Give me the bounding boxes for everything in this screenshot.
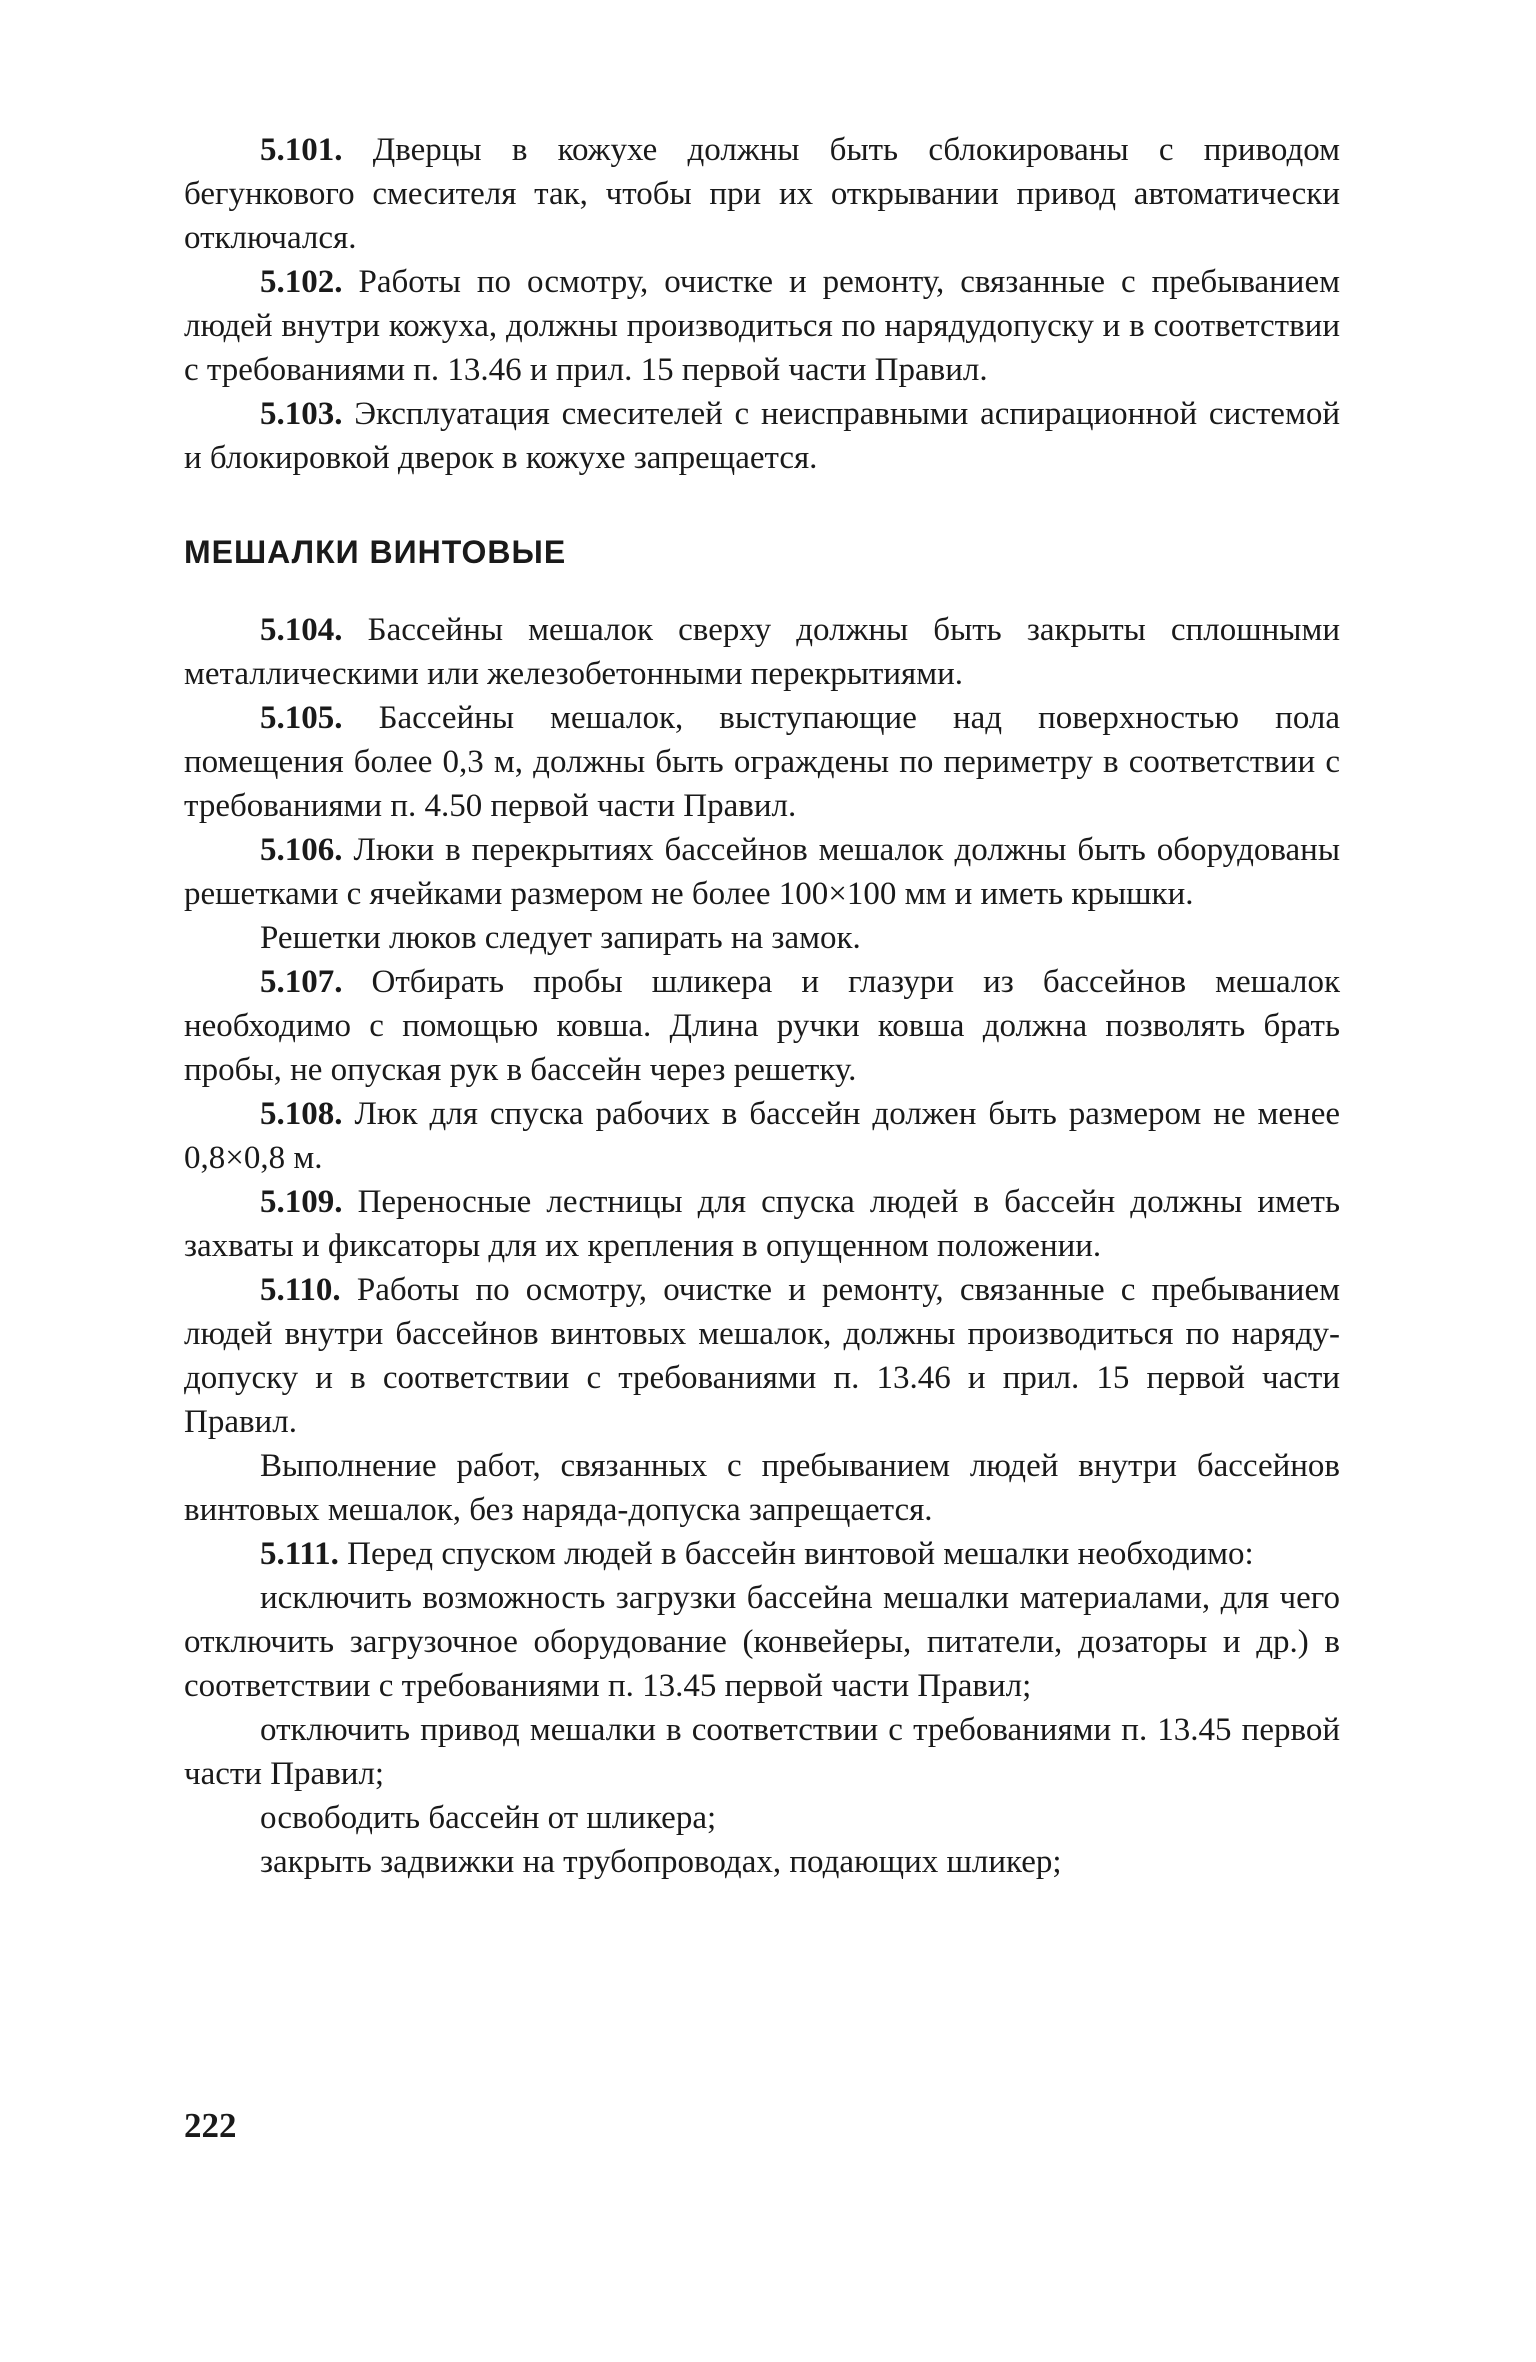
paragraph-text: Работы по осмотру, очистке и ремонту, связанные с пребыванием людей внутри кожуха, должны производиться по нарядудопуску и в соответствии с требованиями п. 13.46 и прил. 15 первой части Правил. — [184, 264, 1340, 388]
list-item: закрыть задвижки на трубопроводах, подающих шликер; — [260, 1844, 1062, 1880]
paragraph-5-103 — [184, 392, 1340, 480]
list-item: освободить бассейн от шликера; — [260, 1800, 717, 1836]
paragraph-number: 5.111. — [260, 1536, 339, 1572]
paragraph-text: Эксплуатация смесителей с неисправными аспирационной системой и блокировкой дверок в кожухе запрещается. — [184, 396, 1340, 476]
paragraph-number: 5.105. — [260, 700, 343, 736]
paragraph-5-106-note — [184, 916, 1340, 960]
paragraph-5-105 — [184, 696, 1340, 828]
paragraph-text: Бассейны мешалок сверху должны быть закрыты сплошными металлическими или железобетонными перекрытиями. — [184, 612, 1340, 692]
paragraph-number: 5.106. — [260, 832, 343, 868]
paragraph-5-110 — [184, 1268, 1340, 1444]
paragraph-number: 5.104. — [260, 612, 343, 648]
list-item: исключить возможность загрузки бассейна мешалки материалами, для чего отключить загрузочное оборудование (конвейеры, питатели, дозаторы и др.) в соответствии с требованиями п. 13.45 первой части Правил; — [184, 1580, 1340, 1704]
paragraph-5-102 — [184, 260, 1340, 392]
paragraph-number: 5.108. — [260, 1096, 343, 1132]
paragraph-text: Перед спуском людей в бассейн винтовой мешалки необходимо: — [338, 1536, 1254, 1572]
paragraph-number: 5.103. — [260, 396, 343, 432]
paragraph-text: Работы по осмотру, очистке и ремонту, связанные с пребыванием людей внутри бассейнов винтовых мешалок, должны производиться по наряду-допуску и в соответствии с требованиями п. 13.46 и прил. 15 первой части Правил. — [184, 1272, 1340, 1440]
paragraph-5-109 — [184, 1180, 1340, 1268]
paragraph-text: Дверцы в кожухе должны быть сблокированы с приводом бегункового смесителя так, чтобы при их открывании привод автоматически отключался. — [184, 132, 1340, 256]
paragraph-number: 5.102. — [260, 264, 343, 300]
paragraph-text: Люк для спуска рабочих в бассейн должен быть размером не менее 0,8×0,8 м. — [184, 1096, 1340, 1176]
paragraph-number: 5.110. — [260, 1272, 341, 1308]
paragraph-text: Выполнение работ, связанных с пребыванием людей внутри бассейнов винтовых мешалок, без наряда-допуска запрещается. — [184, 1448, 1340, 1528]
paragraph-text: Решетки люков следует запирать на замок. — [260, 920, 861, 956]
paragraph-5-106 — [184, 828, 1340, 916]
paragraph-5-110-note — [184, 1444, 1340, 1532]
paragraph-5-104 — [184, 608, 1340, 696]
paragraph-5-108 — [184, 1092, 1340, 1180]
paragraph-5-111 — [184, 1532, 1340, 1576]
document-page — [184, 128, 1340, 1884]
paragraph-text: Отбирать пробы шликера и глазури из бассейнов мешалок необходимо с помощью ковша. Длина ручки ковша должна позволять брать пробы, не опуская рук в бассейн через решетку. — [184, 964, 1340, 1088]
paragraph-text: Люки в перекрытиях бассейнов мешалок должны быть оборудованы решетками с ячейками размером не более 100×100 мм и иметь крышки. — [184, 832, 1340, 912]
page-number: 222 — [184, 2106, 237, 2145]
paragraph-number: 5.107. — [260, 964, 343, 1000]
paragraph-5-107 — [184, 960, 1340, 1092]
paragraph-text: Бассейны мешалок, выступающие над поверхностью пола помещения более 0,3 м, должны быть ограждены по периметру в соответствии с требованиями п. 4.50 первой части Правил. — [184, 700, 1340, 824]
paragraph-text: Переносные лестницы для спуска людей в бассейн должны иметь захваты и фиксаторы для их крепления в опущенном положении. — [184, 1184, 1340, 1264]
paragraph-5-101 — [184, 128, 1340, 260]
paragraph-number: 5.101. — [260, 132, 343, 168]
list-item: отключить привод мешалки в соответствии с требованиями п. 13.45 первой части Правил; — [184, 1712, 1340, 1792]
section-heading: МЕШАЛКИ ВИНТОВЫЕ — [184, 534, 567, 570]
paragraph-number: 5.109. — [260, 1184, 343, 1220]
